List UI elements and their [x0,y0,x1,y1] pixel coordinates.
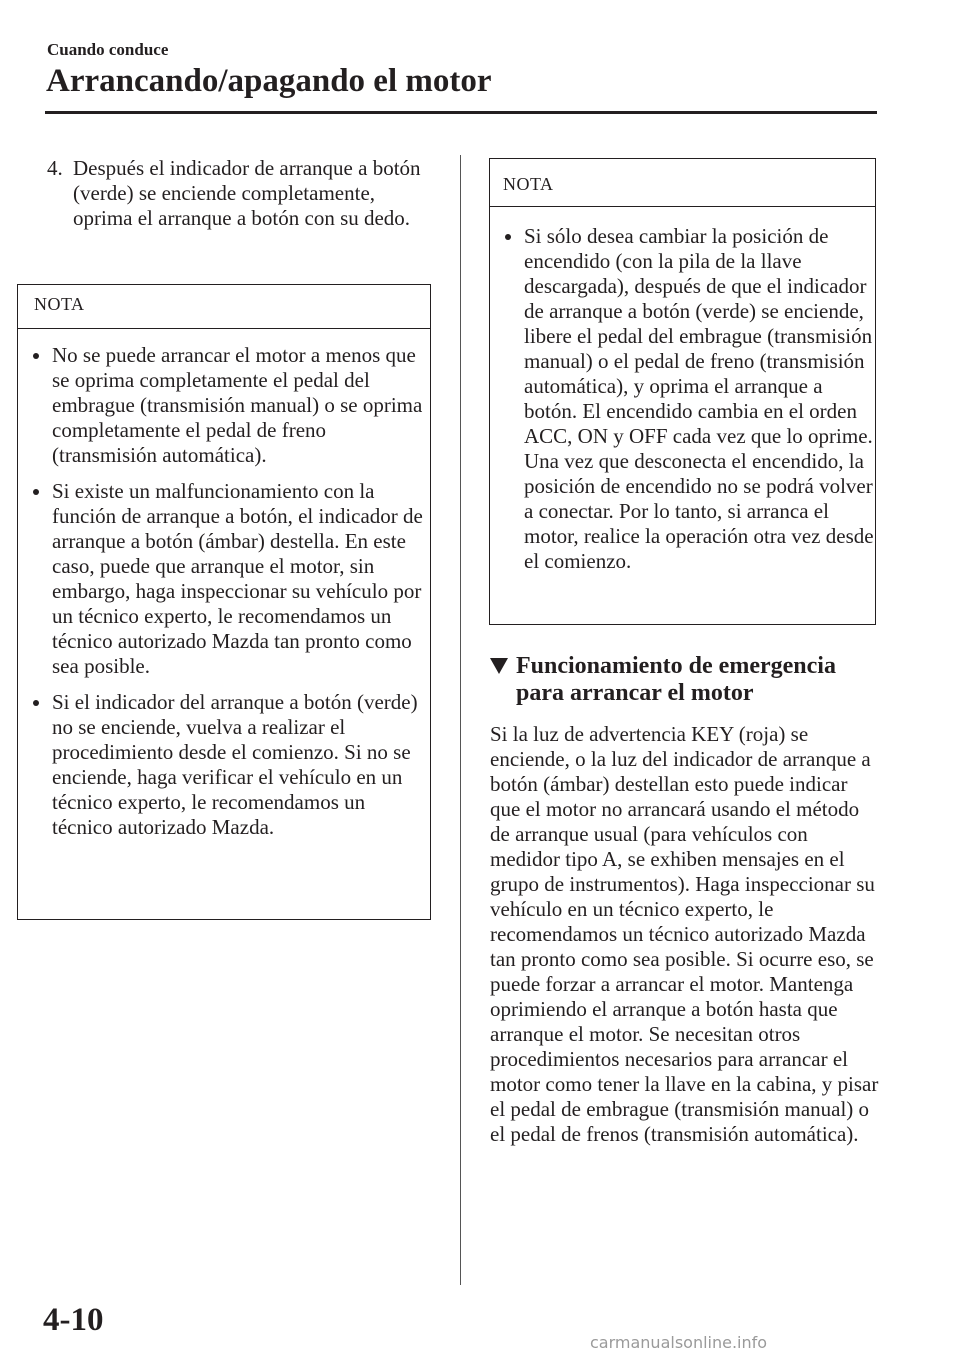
watermark: carmanualsonline.info [590,1333,768,1352]
note-item-text: No se puede arrancar el motor a menos que se oprima completamente el pedal del embrague (transmisión manual) o se oprima completamente el pedal de freno (transmisión automática). [52,343,423,467]
subheading [490,653,880,707]
note-item [18,479,430,679]
section-label: Cuando conduce [47,40,169,59]
note-list [490,207,875,574]
note-list [18,329,430,840]
bullet-icon [33,700,39,706]
note-item-text: Si existe un malfuncionamiento con la función de arranque a botón, el indicador de arranque a botón (ámbar) destella. En este caso, puede que arranque el motor, sin embargo, haga inspeccionar su vehículo por un técnico experto, le recomendamos un técnico autorizado Mazda tan pronto como sea posible. [52,479,423,678]
note-box-right [489,158,876,625]
column-divider [460,155,461,1285]
bullet-icon [33,353,39,359]
bullet-icon [505,234,511,240]
note-item-text: Si el indicador del arranque a botón (verde) no se enciende, vuelva a realizar el procedimiento desde el comienzo. Si no se enciende, haga verificar el vehículo en un técnico experto, le recomendamos un técnico autorizado Mazda. [52,690,418,839]
step-4 [47,156,437,231]
header-rule [45,111,877,114]
note-item [490,224,875,574]
note-item [18,343,430,468]
subheading-text: Funcionamiento de emergencia para arrancar el motor [516,653,836,706]
body-paragraph: Si la luz de advertencia KEY (roja) se enciende, o la luz del indicador de arranque a botón (ámbar) destellan esto puede indicar que el motor no arrancará usando el método de arranque usual (para vehículos con medidor tipo A, se exhiben mensajes en el grupo de instrumentos). Haga inspeccionar su vehículo en un técnico experto, le recomendamos un técnico autorizado Mazda tan pronto como sea posible. Si ocurre eso, se puede forzar a arrancar el motor. Mantenga oprimiendo el arranque a botón hasta que arranque el motor. Se necesitan otros procedimientos necesarios para arrancar el motor como tener la llave en la cabina, y pisar el pedal de embrague (transmisión manual) o el pedal de frenos (transmisión automática). [490,722,879,1146]
note-heading: NOTA [18,285,430,329]
page-number: 4-10 [43,1302,104,1338]
chapter-title: Arrancando/apagando el motor [46,63,492,99]
bullet-icon [33,489,39,495]
step-text: Después el indicador de arranque a botón (verde) se enciende completamente, oprima el arranque a botón con su dedo. [73,156,421,230]
note-heading: NOTA [490,159,875,207]
note-box-left [17,284,431,920]
step-number: 4. [47,156,63,180]
triangle-down-icon [490,658,508,674]
note-item [18,690,430,840]
note-item-text: Si sólo desea cambiar la posición de encendido (con la pila de la llave descargada), después de que el indicador de arranque a botón (verde) se enciende, libere el pedal del embrague (transmisión manual) o el pedal de freno (transmisión automática), y oprima el arranque a botón. El encendido cambia en el orden ACC, ON y OFF cada vez que lo oprime. Una vez que desconecta el encendido, la posición de encendido no se podrá volver a conectar. Por lo tanto, si arranca el motor, realice la operación otra vez desde el comienzo. [524,224,874,573]
